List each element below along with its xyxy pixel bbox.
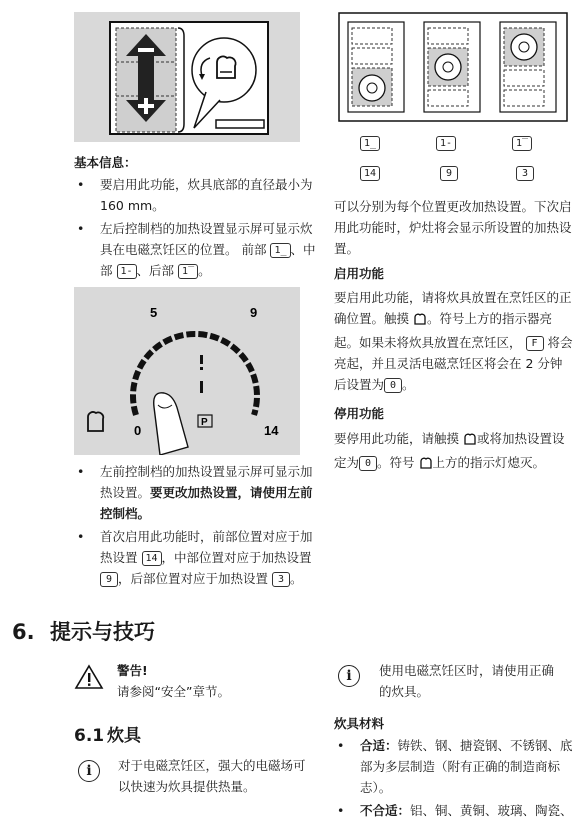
position-symbol-rear: 1‾: [512, 136, 532, 151]
zero-setting-symbol: 0: [384, 378, 402, 393]
enable-text: 要启用此功能，请将炊具放置在烹饪区的正确位置。触摸: [334, 290, 572, 326]
pot-icon: [463, 431, 477, 452]
info-text-left: 对于电磁烹饪区，强大的电磁场可以快速为炊具提供热量。: [118, 758, 306, 794]
unsuitable-text: 铝、铜、黄铜、玻璃、陶瓷、: [410, 803, 573, 818]
materials-list: [334, 735, 579, 823]
bullet-text: 首次启用此功能时，前部位置对应于加热设置: [100, 529, 313, 565]
setting-rear: 3: [516, 166, 534, 181]
heat-setting-9: 9: [100, 572, 118, 587]
enable-text: 将会亮起，并且灵活电磁烹饪区将会在 2 分钟后设置为: [334, 335, 573, 392]
basic-info-list: [74, 174, 319, 283]
list-item: [334, 800, 579, 821]
subsection-title: 炊具: [107, 726, 141, 746]
list-item: • 左后控制档的加热设置显示屏可显示炊具在电磁烹饪区的位置。 前部 1_ 、中部 1- 、后部 1‾ 。: [74, 218, 319, 281]
basic-info-heading: 基本信息：: [74, 155, 137, 170]
pot-icon: [413, 311, 427, 332]
right-paragraph-1: 可以分别为每个位置更改加热设置。下次启用此功能时，炉灶将会显示所设置的加热设置。: [334, 199, 572, 256]
warning-text: 请参阅“安全”章节。: [117, 684, 230, 699]
position-symbol-middle: 1-: [436, 136, 456, 151]
disable-text: 要停用此功能，请触摸: [334, 431, 460, 446]
info-text-right: 使用电磁烹饪区时，请使用正确的炊具。: [379, 663, 555, 699]
list-item: [334, 735, 579, 798]
enable-text: 。: [402, 377, 415, 392]
setting-front: 14: [360, 166, 380, 181]
enable-text: 。符号上方的指示器亮起。如果未将炊具放置在烹饪区，: [334, 311, 553, 350]
heat-setting-14: 14: [142, 551, 162, 566]
disable-text: 或将加热设置设定为: [334, 431, 565, 470]
disable-function-text: [334, 428, 574, 476]
bullet-text: 左后控制档的加热设置显示屏可显示炊具在电磁烹饪区的位置。 前部: [100, 221, 313, 257]
bullet-bold-text: 要更改加热设置，请使用左前控制档。: [100, 485, 313, 521]
disable-function-heading: 停用功能: [334, 406, 385, 421]
cooking-zone-illustration: [74, 12, 300, 142]
info-icon: i: [78, 760, 100, 782]
list-item: [74, 526, 319, 589]
suitable-label: 合适：: [360, 738, 398, 753]
cookware-position-diagram: [338, 12, 568, 188]
warning-title: 警告!: [117, 663, 148, 678]
dial-label-14: 14: [264, 423, 279, 438]
dial-label-9: 9: [250, 305, 258, 320]
p-symbol: P: [201, 417, 208, 428]
warning-icon: [74, 664, 104, 696]
enable-function-text: [334, 287, 574, 395]
unsuitable-label: 不合适：: [360, 803, 411, 818]
subsection-number: 6.1: [74, 726, 105, 746]
cookware-materials-heading: 炊具材料: [334, 716, 385, 731]
control-dial-illustration: [74, 287, 300, 455]
setting-middle: 9: [440, 166, 458, 181]
bullet-text: ，中部位置对应于加热设置: [161, 550, 312, 565]
disable-text: 。符号: [377, 455, 415, 470]
list-item: [74, 174, 319, 216]
bullet-text: 、后部: [136, 263, 175, 278]
enable-function-heading: 启用功能: [334, 266, 385, 281]
bullet-text: 左前控制档的加热设置显示屏可显示加热设置。: [100, 464, 313, 500]
bullet-text: ，后部位置对应于加热设置: [118, 571, 269, 586]
position-symbol-front: 1_: [360, 136, 380, 151]
dial-label-5: 5: [150, 305, 158, 320]
front-position-symbol: 1_: [270, 243, 290, 258]
middle-position-symbol: 1-: [117, 264, 137, 279]
bullet-text: 。: [290, 571, 303, 586]
section-number: 6.: [12, 620, 35, 644]
dial-info-list: [74, 461, 319, 591]
bullet-text: 。: [198, 263, 211, 278]
dial-label-0: 0: [134, 423, 142, 438]
bullet-text: 要启用此功能，炊具底部的直径最小为 160 mm。: [100, 177, 313, 213]
suitable-text: 铸铁、钢、搪瓷钢、不锈钢、底部为多层制造（附有正确的制造商标志）。: [360, 738, 573, 795]
zero-setting-symbol: 0: [359, 456, 377, 471]
rear-position-symbol: 1‾: [178, 264, 198, 279]
heat-setting-3: 3: [272, 572, 290, 587]
bullet-text: 中部: [100, 242, 316, 278]
disable-text: 上方的指示灯熄灭。: [432, 455, 546, 470]
pot-icon: [419, 455, 433, 476]
f-symbol: F: [526, 336, 544, 351]
info-icon: i: [338, 665, 360, 687]
section-title: 提示与技巧: [50, 620, 155, 644]
list-item: [74, 461, 319, 524]
